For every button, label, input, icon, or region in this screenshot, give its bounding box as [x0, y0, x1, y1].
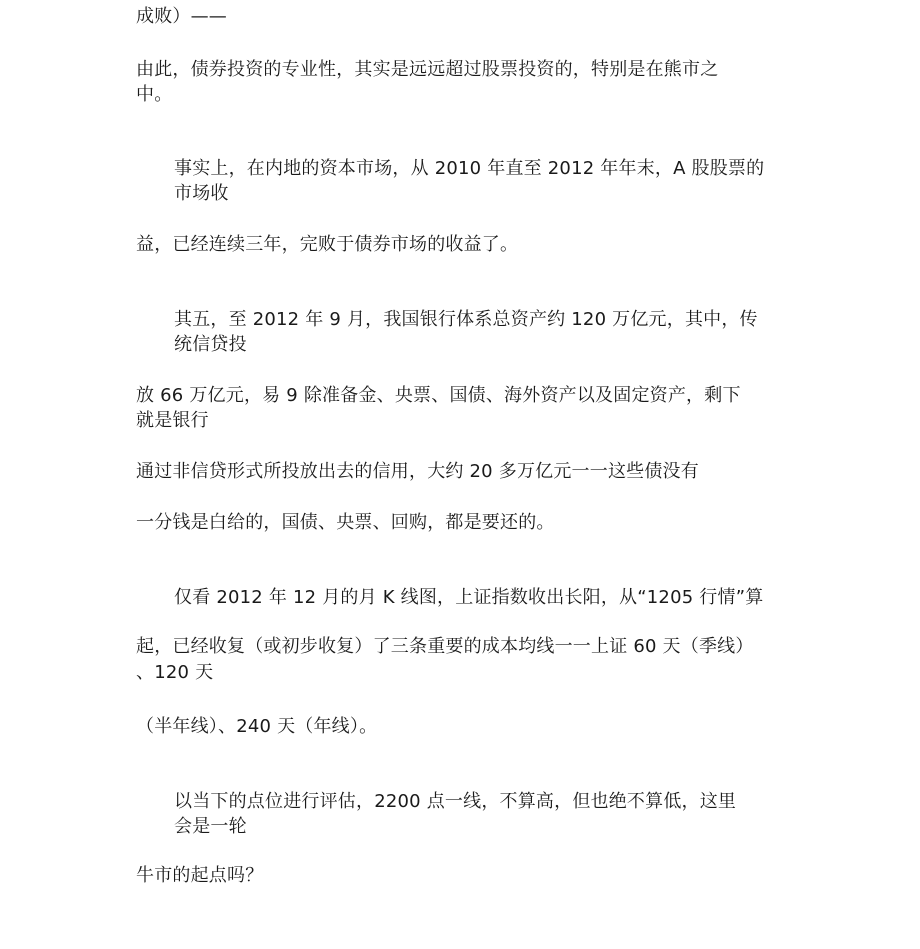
text-line: 一分钱是白给的，国债、央票、回购，都是要还的。	[136, 512, 555, 533]
text-line: 成败）——	[136, 6, 227, 27]
text-line: 以当下的点位进行评估，2200 点一线，不算高，但也绝不算低，这里	[174, 791, 737, 812]
text-line: 就是银行	[136, 410, 209, 431]
text-line: 市场收	[174, 183, 229, 204]
text-line: 其五，至 2012 年 9 月，我国银行体系总资产约 120 万亿元，其中，传	[174, 309, 758, 330]
text-line: 、120 天	[136, 662, 214, 683]
text-line: 会是一轮	[174, 816, 247, 837]
text-line: 中。	[136, 84, 173, 105]
text-line: 牛市的起点吗？	[136, 865, 264, 886]
text-line: 由此，债券投资的专业性，其实是远远超过股票投资的，特别是在熊市之	[136, 59, 719, 80]
text-line: 放 66 万亿元，易 9 除准备金、央票、国债、海外资产以及固定资产，剩下	[136, 385, 741, 406]
text-line: （半年线）、240 天（年线）。	[136, 716, 378, 737]
text-line: 益，已经连续三年，完败于债券市场的收益了。	[136, 234, 519, 255]
text-line: 统信贷投	[174, 334, 247, 355]
text-line: 仅看 2012 年 12 月的月 K 线图，上证指数收出长阳，从“1205 行情”算	[174, 587, 764, 608]
text-line: 通过非信贷形式所投放出去的信用，大约 20 多万亿元一一这些债没有	[136, 461, 699, 482]
text-line: 事实上，在内地的资本市场，从 2010 年直至 2012 年年末，A 股股票的	[174, 158, 765, 179]
text-line: 起，已经收复（或初步收复）了三条重要的成本均线一一上证 60 天（季线）	[136, 636, 754, 657]
